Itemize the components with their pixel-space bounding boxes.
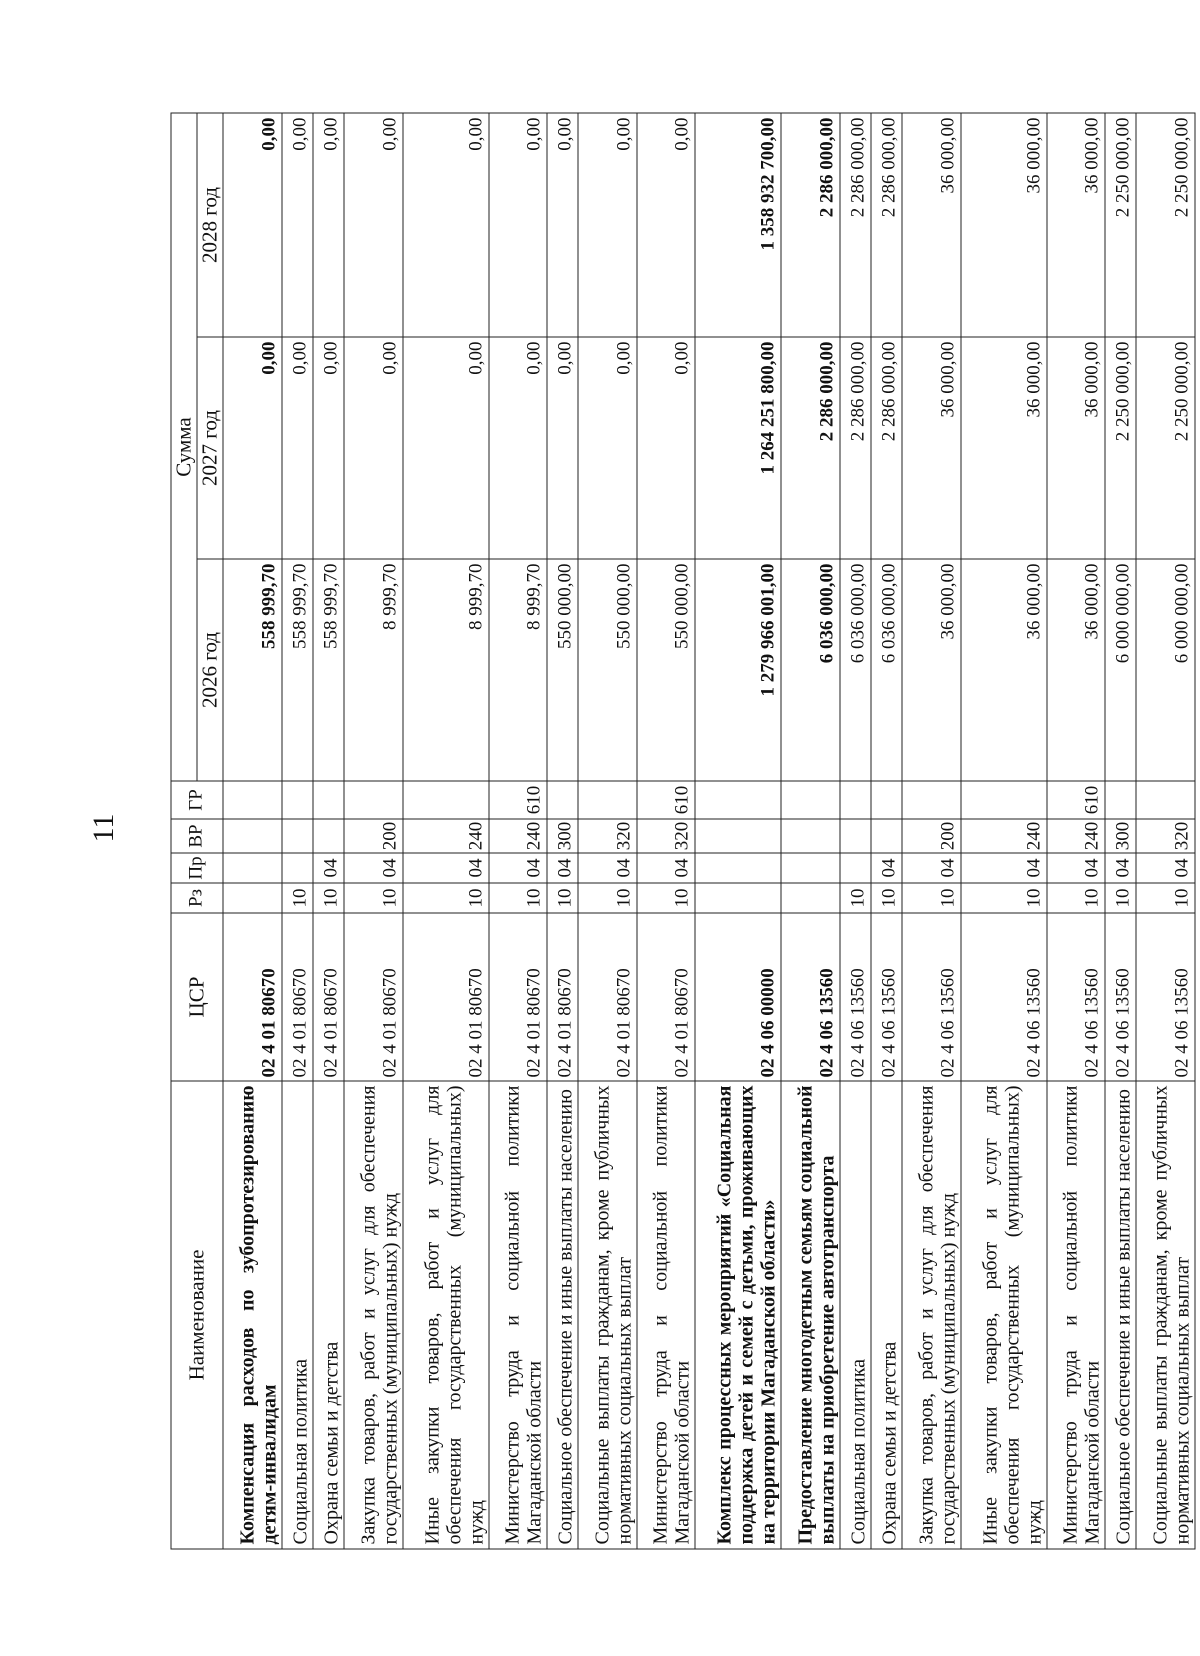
cell-vr (781, 819, 840, 853)
cell-csr: 02 4 01 80670 (402, 913, 488, 1081)
page-number: 11 (87, 813, 120, 843)
table-row (1105, 112, 1136, 1548)
cell-pr (281, 853, 312, 883)
table-row (902, 112, 961, 1548)
cell-gr (547, 781, 578, 819)
cell-pr: 04 (1046, 853, 1105, 883)
header-name: Наименование (171, 1081, 223, 1549)
cell-y2028: 0,00 (547, 112, 578, 336)
cell-rz: 10 (547, 883, 578, 913)
cell-name: Закупка товаров, работ и услуг для обеспечения государственных (муниципальных) нужд (902, 1081, 961, 1549)
cell-vr: 320 (1136, 819, 1195, 853)
cell-vr: 320 (578, 819, 637, 853)
cell-name: Министерство труда и социальной политики Магаданской области (488, 1081, 547, 1549)
cell-csr: 02 4 01 80670 (344, 913, 403, 1081)
cell-y2028: 0,00 (578, 112, 637, 336)
cell-vr (695, 819, 781, 853)
table-body (223, 112, 1195, 1548)
cell-name: Охрана семьи и детства (870, 1081, 901, 1549)
cell-rz: 10 (870, 883, 901, 913)
cell-gr (695, 781, 781, 819)
header-vr: ВР (171, 819, 223, 853)
cell-y2026: 558 999,70 (312, 559, 343, 781)
cell-y2027: 0,00 (312, 337, 343, 559)
cell-y2026: 6 036 000,00 (781, 559, 840, 781)
cell-y2028: 1 358 932 700,00 (695, 112, 781, 336)
cell-y2028: 0,00 (344, 112, 403, 336)
cell-y2028: 2 286 000,00 (839, 112, 870, 336)
cell-pr: 04 (960, 853, 1046, 883)
table-row (870, 112, 901, 1548)
cell-y2027: 2 286 000,00 (781, 337, 840, 559)
cell-rz: 10 (902, 883, 961, 913)
table-header (171, 112, 223, 1548)
cell-gr (223, 781, 282, 819)
cell-y2028: 0,00 (488, 112, 547, 336)
cell-csr: 02 4 01 80670 (578, 913, 637, 1081)
cell-vr: 320 (636, 819, 695, 853)
table-row (781, 112, 840, 1548)
cell-gr (344, 781, 403, 819)
cell-csr: 02 4 06 13560 (960, 913, 1046, 1081)
table-row (547, 112, 578, 1548)
cell-pr: 04 (1105, 853, 1136, 883)
cell-vr: 240 (402, 819, 488, 853)
cell-gr (781, 781, 840, 819)
cell-rz: 10 (578, 883, 637, 913)
cell-name: Социальная политика (281, 1081, 312, 1549)
cell-y2026: 36 000,00 (960, 559, 1046, 781)
cell-pr (839, 853, 870, 883)
cell-gr: 610 (488, 781, 547, 819)
cell-y2026: 550 000,00 (636, 559, 695, 781)
cell-csr: 02 4 06 13560 (902, 913, 961, 1081)
cell-csr: 02 4 01 80670 (312, 913, 343, 1081)
table-row (578, 112, 637, 1548)
cell-y2027: 0,00 (547, 337, 578, 559)
cell-gr (960, 781, 1046, 819)
cell-vr: 240 (488, 819, 547, 853)
cell-y2026: 36 000,00 (902, 559, 961, 781)
cell-csr: 02 4 06 13560 (1105, 913, 1136, 1081)
cell-y2026: 558 999,70 (281, 559, 312, 781)
cell-csr: 02 4 06 00000 (695, 913, 781, 1081)
cell-y2027: 2 286 000,00 (870, 337, 901, 559)
cell-y2027: 36 000,00 (960, 337, 1046, 559)
table-row (839, 112, 870, 1548)
cell-vr (281, 819, 312, 853)
cell-csr: 02 4 06 13560 (1046, 913, 1105, 1081)
header-rz: Рз (171, 883, 223, 913)
cell-vr: 200 (902, 819, 961, 853)
cell-csr: 02 4 01 80670 (488, 913, 547, 1081)
cell-y2026: 1 279 966 001,00 (695, 559, 781, 781)
cell-name: Министерство труда и социальной политики Магаданской области (1046, 1081, 1105, 1549)
cell-gr (578, 781, 637, 819)
cell-vr (870, 819, 901, 853)
header-sum: Сумма (171, 112, 197, 780)
cell-pr (223, 853, 282, 883)
header-2026: 2026 год (197, 559, 223, 781)
cell-rz: 10 (1046, 883, 1105, 913)
cell-y2028: 36 000,00 (960, 112, 1046, 336)
cell-y2028: 2 286 000,00 (870, 112, 901, 336)
cell-pr (781, 853, 840, 883)
cell-name: Охрана семьи и детства (312, 1081, 343, 1549)
cell-rz: 10 (281, 883, 312, 913)
cell-y2027: 1 264 251 800,00 (695, 337, 781, 559)
cell-y2028: 36 000,00 (902, 112, 961, 336)
table-row (281, 112, 312, 1548)
cell-csr: 02 4 06 13560 (870, 913, 901, 1081)
cell-csr: 02 4 01 80670 (281, 913, 312, 1081)
cell-rz (695, 883, 781, 913)
cell-y2028: 0,00 (636, 112, 695, 336)
cell-csr: 02 4 06 13560 (1136, 913, 1195, 1081)
table-row (344, 112, 403, 1548)
cell-y2028: 36 000,00 (1046, 112, 1105, 336)
cell-gr (1136, 781, 1195, 819)
cell-vr: 300 (1105, 819, 1136, 853)
cell-name: Социальное обеспечение и иные выплаты населению (1105, 1081, 1136, 1549)
cell-y2027: 0,00 (281, 337, 312, 559)
cell-pr: 04 (402, 853, 488, 883)
cell-gr (902, 781, 961, 819)
cell-rz: 10 (839, 883, 870, 913)
cell-name: Социальная политика (839, 1081, 870, 1549)
cell-pr: 04 (312, 853, 343, 883)
cell-y2027: 0,00 (578, 337, 637, 559)
cell-y2028: 2 250 000,00 (1105, 112, 1136, 336)
cell-y2026: 558 999,70 (223, 559, 282, 781)
cell-pr: 04 (344, 853, 403, 883)
header-csr: ЦСР (171, 913, 223, 1081)
cell-name: Компенсация расходов по зубопротезированию детям-инвалидам (223, 1081, 282, 1549)
cell-y2026: 6 000 000,00 (1105, 559, 1136, 781)
cell-pr: 04 (902, 853, 961, 883)
cell-rz: 10 (488, 883, 547, 913)
cell-y2027: 0,00 (223, 337, 282, 559)
cell-y2027: 0,00 (488, 337, 547, 559)
table-row (402, 112, 488, 1548)
cell-vr: 200 (344, 819, 403, 853)
cell-csr: 02 4 01 80670 (223, 913, 282, 1081)
cell-name: Комплекс процессных мероприятий «Социальная поддержка детей и семей с детьми, проживающих на территории Магаданской области» (695, 1081, 781, 1549)
cell-y2027: 2 250 000,00 (1105, 337, 1136, 559)
cell-name: Предоставление многодетным семьям социальной выплаты на приобретение автотранспорта (781, 1081, 840, 1549)
cell-y2026: 550 000,00 (547, 559, 578, 781)
header-gr: ГР (171, 781, 223, 819)
cell-csr: 02 4 01 80670 (547, 913, 578, 1081)
cell-gr (839, 781, 870, 819)
cell-vr (223, 819, 282, 853)
cell-vr (312, 819, 343, 853)
header-2027: 2027 год (197, 337, 223, 559)
table-row (1046, 112, 1105, 1548)
cell-y2026: 36 000,00 (1046, 559, 1105, 781)
cell-pr: 04 (870, 853, 901, 883)
cell-rz (781, 883, 840, 913)
cell-rz: 10 (312, 883, 343, 913)
cell-gr (281, 781, 312, 819)
cell-y2026: 6 000 000,00 (1136, 559, 1195, 781)
cell-gr (1105, 781, 1136, 819)
cell-y2027: 2 286 000,00 (839, 337, 870, 559)
cell-y2027: 0,00 (636, 337, 695, 559)
table-row (312, 112, 343, 1548)
cell-vr: 240 (960, 819, 1046, 853)
cell-name: Иные закупки товаров, работ и услуг для обеспечения государственных (муниципальных) нужд (402, 1081, 488, 1549)
cell-y2026: 550 000,00 (578, 559, 637, 781)
header-2028: 2028 год (197, 112, 223, 336)
cell-csr: 02 4 01 80670 (636, 913, 695, 1081)
cell-pr: 04 (636, 853, 695, 883)
cell-pr (695, 853, 781, 883)
cell-y2026: 8 999,70 (402, 559, 488, 781)
budget-table-container (170, 113, 1195, 1549)
cell-pr: 04 (578, 853, 637, 883)
cell-name: Министерство труда и социальной политики Магаданской области (636, 1081, 695, 1549)
cell-rz: 10 (1136, 883, 1195, 913)
cell-name: Закупка товаров, работ и услуг для обеспечения государственных (муниципальных) нужд (344, 1081, 403, 1549)
table-row (1136, 112, 1195, 1548)
cell-name: Социальное обеспечение и иные выплаты населению (547, 1081, 578, 1549)
cell-csr: 02 4 06 13560 (781, 913, 840, 1081)
header-pr: Пр (171, 853, 223, 883)
cell-y2027: 0,00 (402, 337, 488, 559)
table-row (488, 112, 547, 1548)
budget-table (170, 112, 1195, 1549)
cell-y2026: 6 036 000,00 (870, 559, 901, 781)
cell-pr: 04 (547, 853, 578, 883)
cell-gr: 610 (636, 781, 695, 819)
cell-rz: 10 (960, 883, 1046, 913)
cell-y2026: 6 036 000,00 (839, 559, 870, 781)
cell-y2028: 2 286 000,00 (781, 112, 840, 336)
cell-rz: 10 (636, 883, 695, 913)
cell-gr (870, 781, 901, 819)
cell-y2028: 0,00 (223, 112, 282, 336)
cell-vr: 300 (547, 819, 578, 853)
cell-y2026: 8 999,70 (488, 559, 547, 781)
cell-gr (312, 781, 343, 819)
table-row (636, 112, 695, 1548)
table-row (223, 112, 282, 1548)
cell-y2027: 36 000,00 (902, 337, 961, 559)
table-row (960, 112, 1046, 1548)
cell-rz: 10 (344, 883, 403, 913)
cell-vr (839, 819, 870, 853)
cell-y2026: 8 999,70 (344, 559, 403, 781)
cell-gr (402, 781, 488, 819)
cell-rz: 10 (402, 883, 488, 913)
cell-y2028: 0,00 (402, 112, 488, 336)
cell-name: Иные закупки товаров, работ и услуг для обеспечения государственных (муниципальных) нужд (960, 1081, 1046, 1549)
cell-pr: 04 (1136, 853, 1195, 883)
cell-name: Социальные выплаты гражданам, кроме публичных нормативных социальных выплат (578, 1081, 637, 1549)
cell-y2028: 0,00 (281, 112, 312, 336)
cell-y2028: 0,00 (312, 112, 343, 336)
cell-rz: 10 (1105, 883, 1136, 913)
table-row (695, 112, 781, 1548)
cell-rz (223, 883, 282, 913)
cell-csr: 02 4 06 13560 (839, 913, 870, 1081)
cell-y2027: 36 000,00 (1046, 337, 1105, 559)
cell-y2028: 2 250 000,00 (1136, 112, 1195, 336)
cell-gr: 610 (1046, 781, 1105, 819)
cell-y2027: 2 250 000,00 (1136, 337, 1195, 559)
cell-name: Социальные выплаты гражданам, кроме публичных нормативных социальных выплат (1136, 1081, 1195, 1549)
cell-pr: 04 (488, 853, 547, 883)
cell-y2027: 0,00 (344, 337, 403, 559)
cell-vr: 240 (1046, 819, 1105, 853)
